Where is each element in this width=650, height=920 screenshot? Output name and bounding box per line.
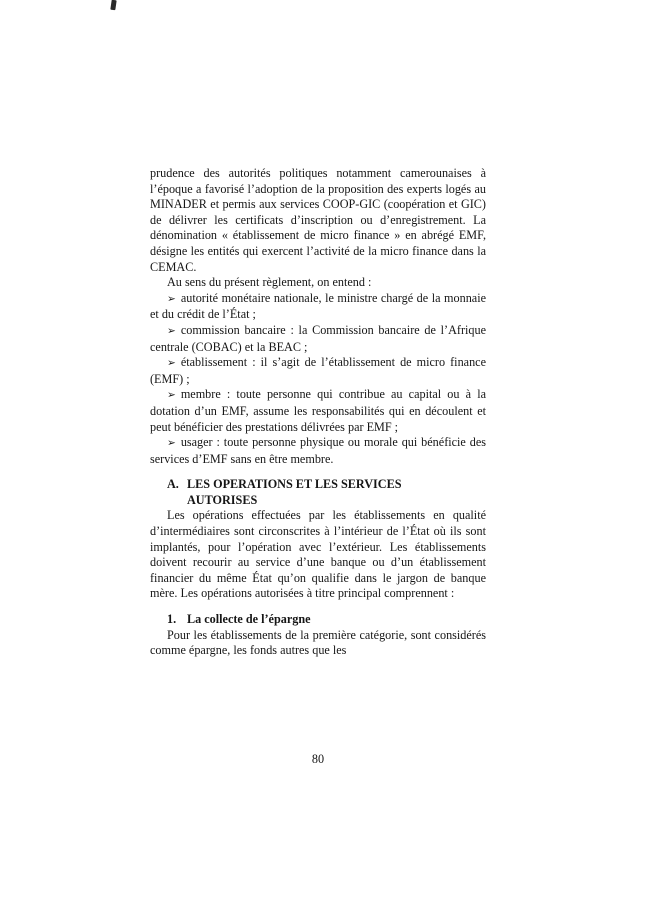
arrow-bullet-icon: ➢ — [167, 357, 176, 370]
list-item — [150, 291, 486, 323]
definition-text: autorité monétaire nationale, le ministre chargé de la monnaie et du crédit de l’État ; — [150, 290, 486, 322]
page-number: 80 — [311, 752, 325, 766]
arrow-bullet-icon: ➢ — [167, 389, 176, 402]
section-heading-title: LES OPERATIONS ET LES SERVICES AUTORISES — [187, 477, 402, 507]
section-heading-label: A. — [167, 477, 179, 492]
subsection-heading — [167, 612, 486, 628]
definition-text: établissement : il s’agit de l’établissement de micro finance (EMF) ; — [150, 355, 486, 386]
arrow-bullet-icon: ➢ — [167, 437, 176, 450]
subsection-heading-label: 1. — [167, 612, 177, 627]
definition-text: usager : toute personne physique ou morale qui bénéficie des services d’EMF sans en être membre. — [150, 435, 486, 466]
intro-paragraph: prudence des autorités politiques notamment camerounaises à l’époque a favorisé l’adoption de la proposition des experts logés au MINADER et permis aux services COOP-GIC (coopération et GIC) de délivrer les certificats d’inscription ou d’enregistrement. La dénomination « établissement de micro finance » en abrégé EMF, désigne les entités qui exercent l’activité de la micro finance dans la CEMAC. — [150, 166, 486, 274]
list-item — [150, 323, 486, 355]
list-item — [150, 387, 486, 435]
definitions-lead-paragraph: Au sens du présent règlement, on entend : — [167, 275, 372, 290]
list-item — [150, 355, 486, 387]
list-item — [150, 435, 486, 467]
arrow-bullet-icon: ➢ — [167, 324, 176, 337]
definition-text: commission bancaire : la Commission bancaire de l’Afrique centrale (COBAC) et la BEAC ; — [150, 322, 486, 354]
savings-paragraph: Pour les établissements de la première catégorie, sont considérés comme épargne, les fonds autres que les — [150, 627, 486, 658]
arrow-bullet-icon: ➢ — [167, 292, 176, 305]
page-body — [150, 166, 486, 659]
definition-text: membre : toute personne qui contribue au capital ou à la dotation d’un EMF, assume les responsabilités qui en découlent et peut bénéficier des prestations délivrées par EMF ; — [150, 387, 486, 434]
subsection-heading-title: La collecte de l’épargne — [187, 612, 311, 627]
operations-paragraph: Les opérations effectuées par les établissements en qualité d’intermédiaires sont circonscrites à l’intérieur de l’État où ils sont implantés, pour l’opération avec l’extérieur. Les établissements doivent recourir au service d’une banque ou d’un établissement financier du même État qu’on qualifie dans le jargon de banque mère. Les opérations autorisées à titre principal comprennent : — [150, 508, 486, 601]
scan-artifact — [110, 0, 116, 10]
section-heading — [167, 477, 486, 508]
